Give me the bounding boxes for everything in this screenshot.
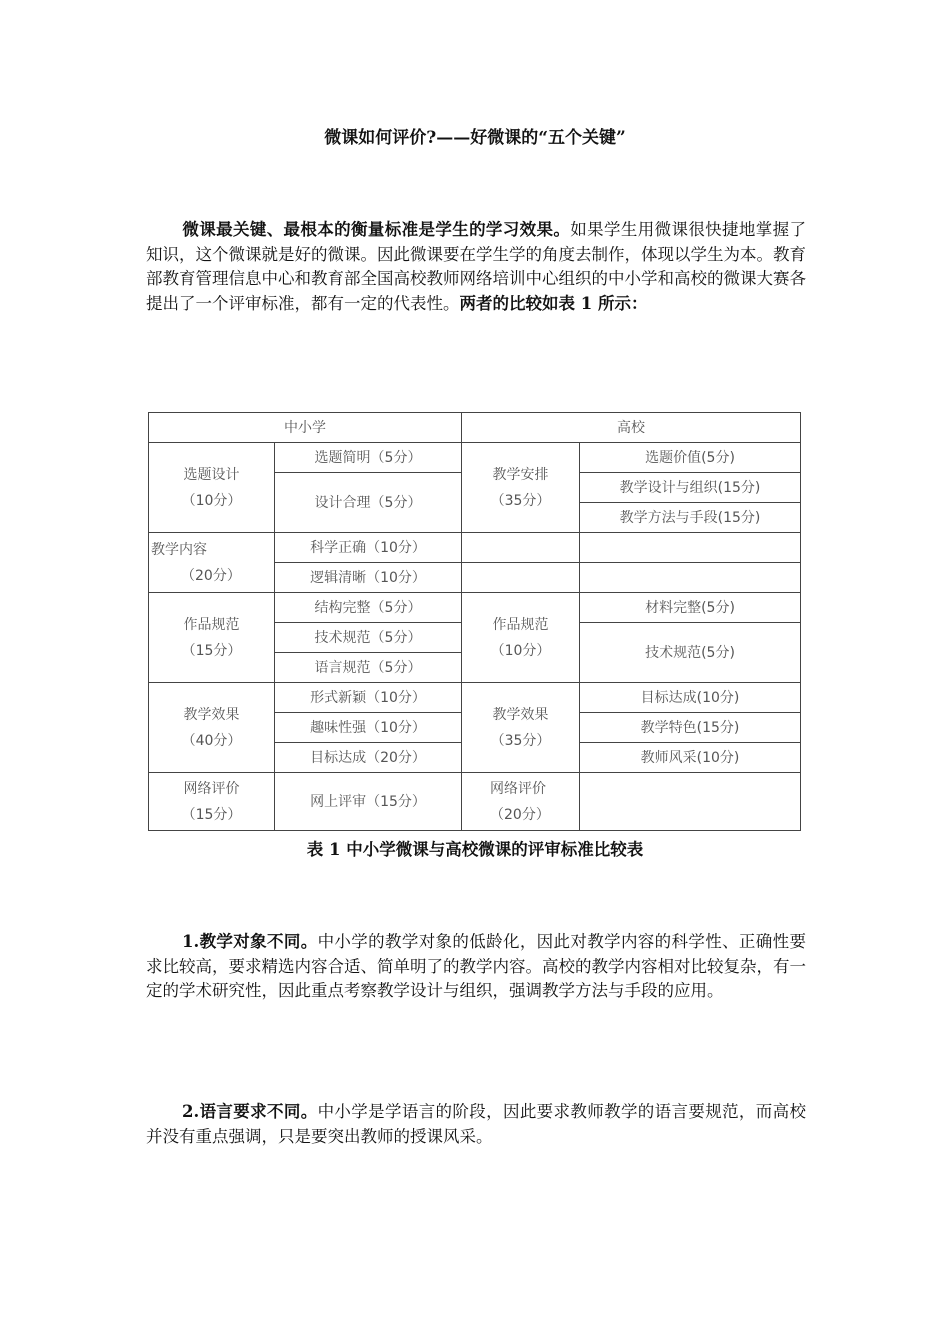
k12-criterion: 科学正确（10分） <box>275 533 462 563</box>
point-2-text: 中小学是学语言的阶段，因此要求教师教学的语言要规范，而高校并没有重点强调，只是要突出教师的授课风采。 <box>146 1102 806 1146</box>
uni-criterion: 材料完整(5分) <box>580 593 801 623</box>
point-1-text: 中小学的教学对象的低龄化，因此对教学内容的科学性、正确性要求比较高，要求精选内容合适、简单明了的教学内容。高校的教学内容相对比较复杂，有一定的学术研究性，因此重点考察教学设计与组织，强调教学方法与手段的应用。 <box>146 932 806 1000</box>
category-score: （20分） <box>490 806 550 823</box>
category-score: （40分） <box>181 732 242 749</box>
k12-category-cell <box>149 773 275 831</box>
category-score: （10分） <box>181 492 242 509</box>
table-row <box>149 773 801 831</box>
point-1-paragraph <box>146 930 806 1004</box>
uni-criterion: 教师风采(10分) <box>580 743 801 773</box>
uni-criterion: 教学设计与组织(15分) <box>580 473 801 503</box>
category-score: （20分） <box>181 567 241 584</box>
table-header-row <box>149 413 801 443</box>
empty-cell <box>580 533 801 563</box>
intro-bold-tail: 两者的比较如表 1 所示： <box>459 293 648 313</box>
intro-text: 如果学生用微课很快捷地掌握了知识，这个微课就是好的微课。因此微课要在学生学的角度去制作，体现以学生为本。教育部教育管理信息中心和教育部全国高校教师网络培训中心组织的中小学和高校的微课大赛各提出了一个评审标准，都有一定的代表性。 <box>146 220 807 313</box>
k12-criterion: 语言规范（5分） <box>275 653 462 683</box>
k12-category-cell <box>149 533 275 593</box>
category-score: （35分） <box>490 492 551 509</box>
uni-criterion: 教学特色(15分) <box>580 713 801 743</box>
empty-cell <box>462 563 580 593</box>
category-name: 作品规范 <box>183 616 240 633</box>
empty-cell <box>580 773 801 831</box>
category-name: 网络评价 <box>183 780 240 797</box>
k12-criterion: 设计合理（5分） <box>275 473 462 533</box>
category-name: 教学效果 <box>183 706 240 723</box>
category-score: （35分） <box>490 732 551 749</box>
k12-criterion: 结构完整（5分） <box>275 593 462 623</box>
point-1-lead: 1.教学对象不同。 <box>182 932 318 951</box>
category-name: 选题设计 <box>183 466 240 483</box>
category-score: （15分） <box>181 642 242 659</box>
k12-criterion: 形式新颖（10分） <box>275 683 462 713</box>
k12-category-cell <box>149 443 275 533</box>
k12-category-cell <box>149 683 275 773</box>
table-caption: 表 1 中小学微课与高校微课的评审标准比较表 <box>306 840 644 859</box>
table-row <box>149 683 801 713</box>
point-2-lead: 2.语言要求不同。 <box>182 1102 318 1121</box>
uni-criterion: 技术规范(5分) <box>580 623 801 683</box>
table-row <box>149 593 801 623</box>
k12-criterion: 技术规范（5分） <box>275 623 462 653</box>
uni-category-cell <box>462 593 580 683</box>
k12-criterion: 目标达成（20分） <box>275 743 462 773</box>
category-name: 网络评价 <box>490 780 546 797</box>
table-row <box>149 533 801 563</box>
category-name: 教学安排 <box>492 466 549 483</box>
uni-category-cell <box>462 683 580 773</box>
uni-category-cell <box>462 773 580 831</box>
header-k12: 中小学 <box>149 413 462 443</box>
category-score: （15分） <box>181 806 242 823</box>
k12-criterion: 网上评审（15分） <box>275 773 462 831</box>
header-university: 高校 <box>462 413 801 443</box>
uni-criterion: 目标达成(10分) <box>580 683 801 713</box>
category-name: 作品规范 <box>492 616 549 633</box>
empty-cell <box>462 533 580 563</box>
category-name: 教学效果 <box>492 706 549 723</box>
category-name: 教学内容 <box>151 541 207 558</box>
k12-criterion: 趣味性强（10分） <box>275 713 462 743</box>
table-row <box>149 443 801 473</box>
empty-cell <box>580 563 801 593</box>
k12-category-cell <box>149 593 275 683</box>
intro-paragraph <box>146 218 806 316</box>
uni-criterion: 教学方法与手段(15分) <box>580 503 801 533</box>
k12-criterion: 逻辑清晰（10分） <box>275 563 462 593</box>
category-score: （10分） <box>490 642 551 659</box>
comparison-table-figure <box>148 412 800 830</box>
uni-criterion: 选题价值(5分) <box>580 443 801 473</box>
intro-bold-lead: 微课最关键、最根本的衡量标准是学生的学习效果。 <box>182 220 571 239</box>
point-2-paragraph <box>146 1100 806 1149</box>
uni-category-cell <box>462 443 580 533</box>
k12-criterion: 选题简明（5分） <box>275 443 462 473</box>
page-title: 微课如何评价?——好微课的“五个关键” <box>324 128 626 148</box>
comparison-table <box>148 412 801 831</box>
